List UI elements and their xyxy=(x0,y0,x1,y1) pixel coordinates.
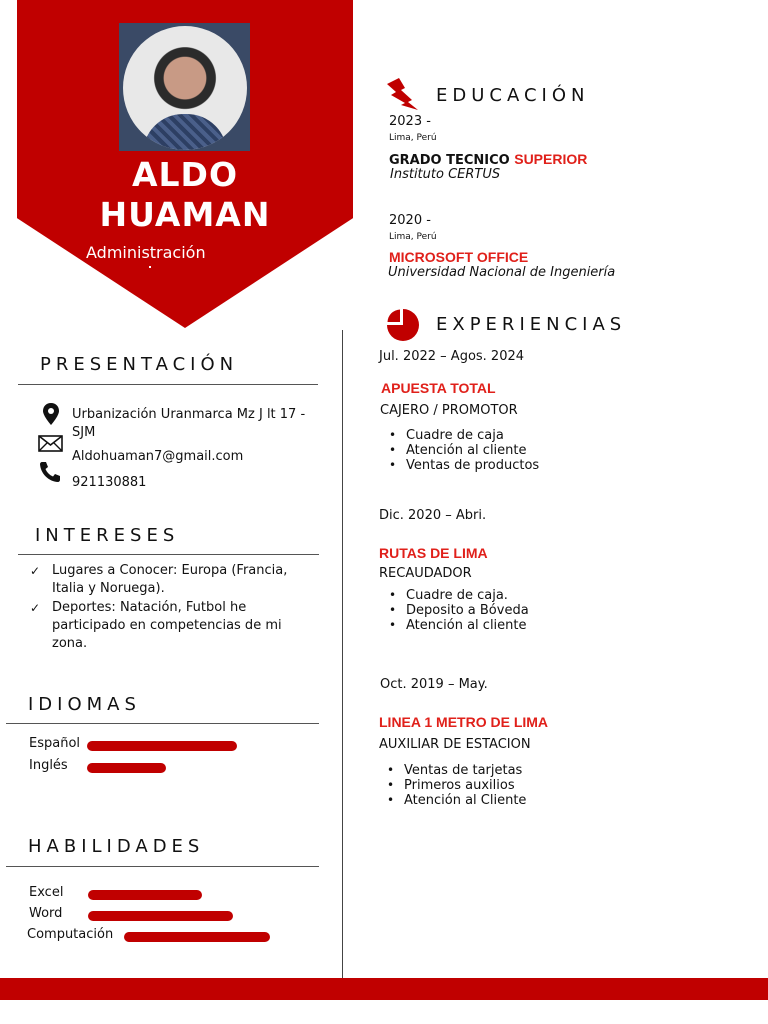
interests-title: INTERESES xyxy=(35,525,180,546)
experience-company: LINEA 1 METRO DE LIMA xyxy=(379,714,549,730)
education-title: EDUCACIÓN xyxy=(436,85,590,106)
education-place: Lima, Perú xyxy=(389,133,437,143)
last-name: HUAMAN xyxy=(99,195,271,234)
task-item: • Ventas de productos xyxy=(384,458,539,473)
skills-divider xyxy=(6,866,319,867)
interest-item xyxy=(28,562,298,598)
education-year: 2020 - xyxy=(389,213,431,228)
education-degree xyxy=(389,249,528,266)
languages-title: IDIOMAS xyxy=(28,694,141,715)
experience-title: EXPERIENCIAS xyxy=(436,314,627,335)
lightning-icon xyxy=(385,78,419,110)
checkmark-icon: ✓ xyxy=(30,564,41,578)
envelope-icon xyxy=(38,435,63,452)
location-pin-icon xyxy=(42,403,60,425)
task-item: • Atención al cliente xyxy=(384,443,539,458)
languages-divider xyxy=(6,723,319,724)
task-item: • Ventas de tarjetas xyxy=(382,763,526,778)
education-degree-main: GRADO TECNICO xyxy=(389,153,515,168)
address-text: Urbanización Uranmarca Mz J lt 17 - SJM xyxy=(72,407,306,440)
phone-icon xyxy=(38,460,62,484)
experience-tasks xyxy=(384,588,529,633)
job-role: Administración xyxy=(86,243,206,262)
profile-photo-circle xyxy=(123,26,247,150)
education-institution: Universidad Nacional de Ingeniería xyxy=(388,265,616,280)
email-text: Aldohuaman7@gmail.com xyxy=(72,449,244,464)
skill-name: Excel xyxy=(29,885,64,900)
skill-level-bar xyxy=(124,932,270,942)
education-place: Lima, Perú xyxy=(389,232,437,242)
pie-chart-icon xyxy=(386,308,420,342)
experience-role: RECAUDADOR xyxy=(379,566,472,581)
decorative-dot xyxy=(149,266,151,268)
column-divider xyxy=(342,330,343,978)
interests-divider xyxy=(18,554,319,555)
interest-text: Lugares a Conocer: Europa (Francia, Italia y Noruega). xyxy=(52,563,288,596)
experience-tasks xyxy=(382,763,526,808)
language-name: Español xyxy=(29,736,81,751)
education-degree xyxy=(389,151,587,168)
skill-name: Computación xyxy=(27,927,114,942)
education-degree-accent: SUPERIOR xyxy=(514,151,588,167)
language-level-bar xyxy=(87,741,237,751)
presentation-title: PRESENTACIÓN xyxy=(40,354,239,375)
experience-tasks xyxy=(384,428,539,473)
interest-text: Deportes: Natación, Futbol he participado en competencias de mi zona. xyxy=(52,600,282,651)
first-name: ALDO xyxy=(131,155,238,194)
skill-level-bar xyxy=(88,911,233,921)
checkmark-icon: ✓ xyxy=(30,601,41,615)
education-institution: Instituto CERTUS xyxy=(390,167,501,182)
task-item: • Atención al cliente xyxy=(384,618,529,633)
language-name: Inglés xyxy=(29,758,68,773)
experience-date: Oct. 2019 – May. xyxy=(380,677,488,692)
task-item: • Atención al Cliente xyxy=(382,793,526,808)
experience-date: Jul. 2022 – Agos. 2024 xyxy=(379,349,525,364)
skill-level-bar xyxy=(88,890,202,900)
task-item: • Primeros auxilios xyxy=(382,778,526,793)
education-degree-accent: MICROSOFT OFFICE xyxy=(389,249,529,265)
profile-photo xyxy=(119,23,250,151)
task-item: • Cuadre de caja. xyxy=(384,588,529,603)
presentation-divider xyxy=(18,384,318,385)
skills-title: HABILIDADES xyxy=(28,836,205,857)
footer-bar xyxy=(0,978,768,1000)
experience-role: AUXILIAR DE ESTACION xyxy=(379,737,531,752)
experience-company: APUESTA TOTAL xyxy=(381,380,496,396)
experience-date: Dic. 2020 – Abri. xyxy=(379,508,487,523)
education-year: 2023 - xyxy=(389,114,431,129)
task-item: • Deposito a Bóveda xyxy=(384,603,529,618)
interests-list xyxy=(28,562,298,654)
skill-name: Word xyxy=(29,906,63,921)
experience-company: RUTAS DE LIMA xyxy=(379,545,488,561)
interest-item xyxy=(28,599,298,653)
profile-photo-shirt xyxy=(143,114,227,150)
task-item: • Cuadre de caja xyxy=(384,428,539,443)
language-level-bar xyxy=(87,763,166,773)
experience-role: CAJERO / PROMOTOR xyxy=(380,403,518,418)
phone-text: 921130881 xyxy=(72,475,147,490)
